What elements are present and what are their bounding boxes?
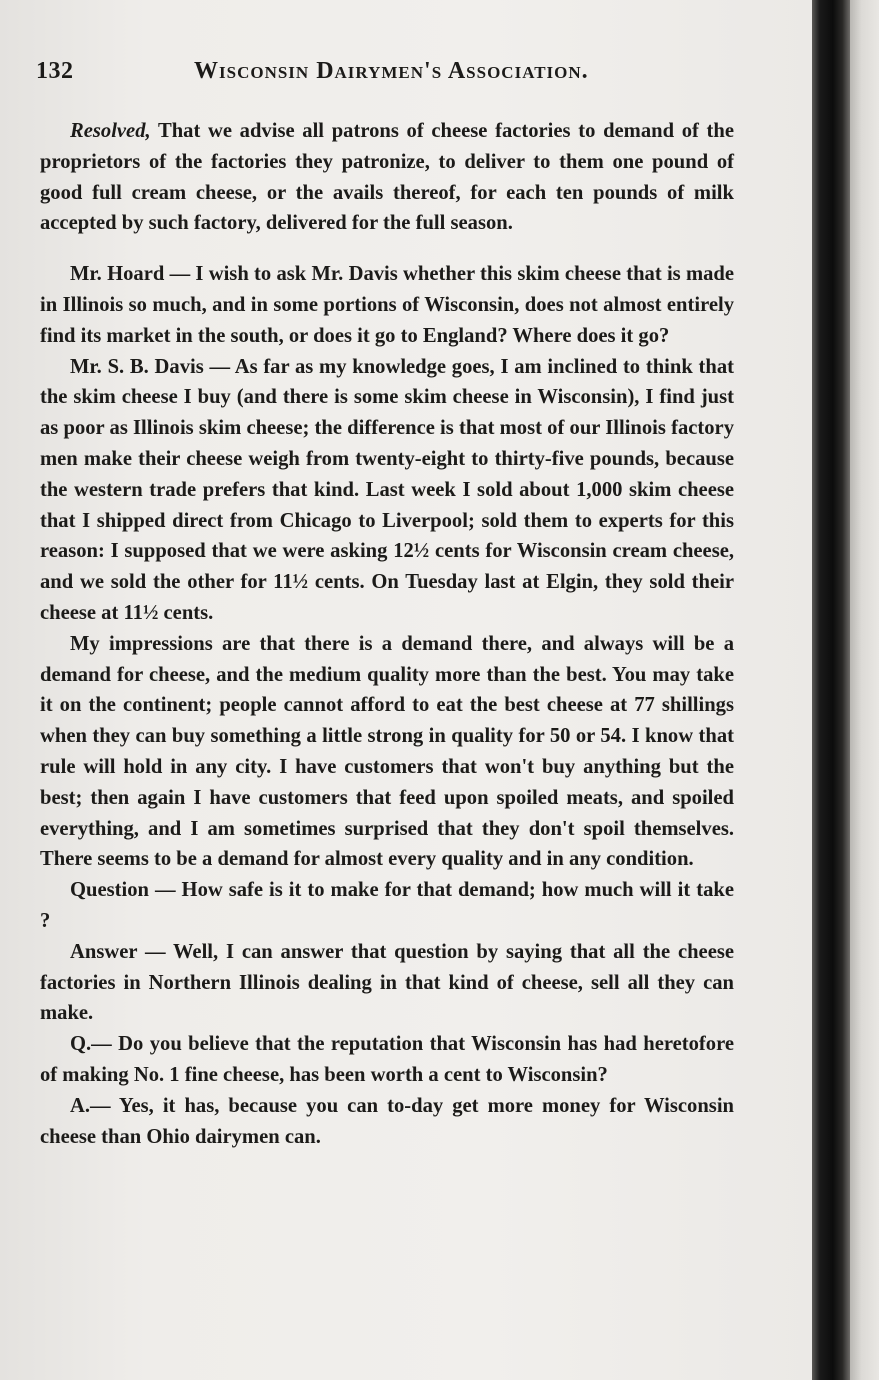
book-gutter-shadow — [812, 0, 850, 1380]
resolution-text: That we advise all patrons of cheese factories to demand of the proprietors of the factories they patronize, to deliver to them one pound of good full cream cheese, or the avails thereof, for each ten pounds of milk accepted by such factory, delivered for the full season. — [40, 120, 734, 235]
running-head: Wisconsin Dairymen's Association. — [194, 58, 589, 84]
page-header — [36, 58, 736, 90]
paragraph-hoard: Mr. Hoard — I wish to ask Mr. Davis whether this skim cheese that is made in Illinois so much, and in some portions of Wisconsin, does not almost entirely find its market in the south, or does it go to England? Where does it go? — [40, 263, 734, 347]
paragraph-impressions: My impressions are that there is a demand there, and always will be a demand for cheese, and the medium quality more than the best. You may take it on the continent; people cannot afford to eat the best cheese at 77 shillings when they can buy something a little strong in quality for 50 or 54. I know that rule will hold in any city. I have customers that won't buy anything but the best; then again I have customers that feed upon spoiled meats, and spoiled everything, and I am sometimes surprised that they don't spoil themselves. There seems to be a demand for almost every quality and in any condition. — [40, 632, 734, 871]
paragraph-q: Q.— Do you believe that the reputation that Wisconsin has had heretofore of making No. 1 fine cheese, has been worth a cent to Wisconsin? — [40, 1033, 734, 1086]
facing-page-edge — [850, 0, 879, 1380]
body-text — [40, 116, 734, 1152]
paragraph-resolution — [40, 116, 734, 239]
paragraph-a: A.— Yes, it has, because you can to-day get more money for Wisconsin cheese than Ohio dairymen can. — [40, 1094, 734, 1148]
resolved-lead: Resolved, — [70, 120, 151, 142]
page-number: 132 — [36, 58, 74, 84]
paragraph-question: Question — How safe is it to make for that demand; how much will it take ? — [40, 879, 734, 932]
paragraph-answer: Answer — Well, I can answer that question by saying that all the cheese factories in Northern Illinois dealing in that kind of cheese, sell all they can make. — [40, 940, 734, 1025]
paragraph-davis: Mr. S. B. Davis — As far as my knowledge goes, I am inclined to think that the skim cheese I buy (and there is some skim cheese in Wisconsin), I find just as poor as Illinois skim cheese; the difference is that most of our Illinois factory men make their cheese weigh from twenty-eight to thirty-five pounds, because the western trade prefers that kind. Last week I sold about 1,000 skim cheese that I shipped direct from Chicago to Liverpool; sold them to experts for this reason: I supposed that we were asking 12½ cents for Wisconsin cream cheese, and we sold the other for 11½ cents. On Tuesday last at Elgin, they sold their cheese at 11½ cents. — [40, 355, 734, 624]
